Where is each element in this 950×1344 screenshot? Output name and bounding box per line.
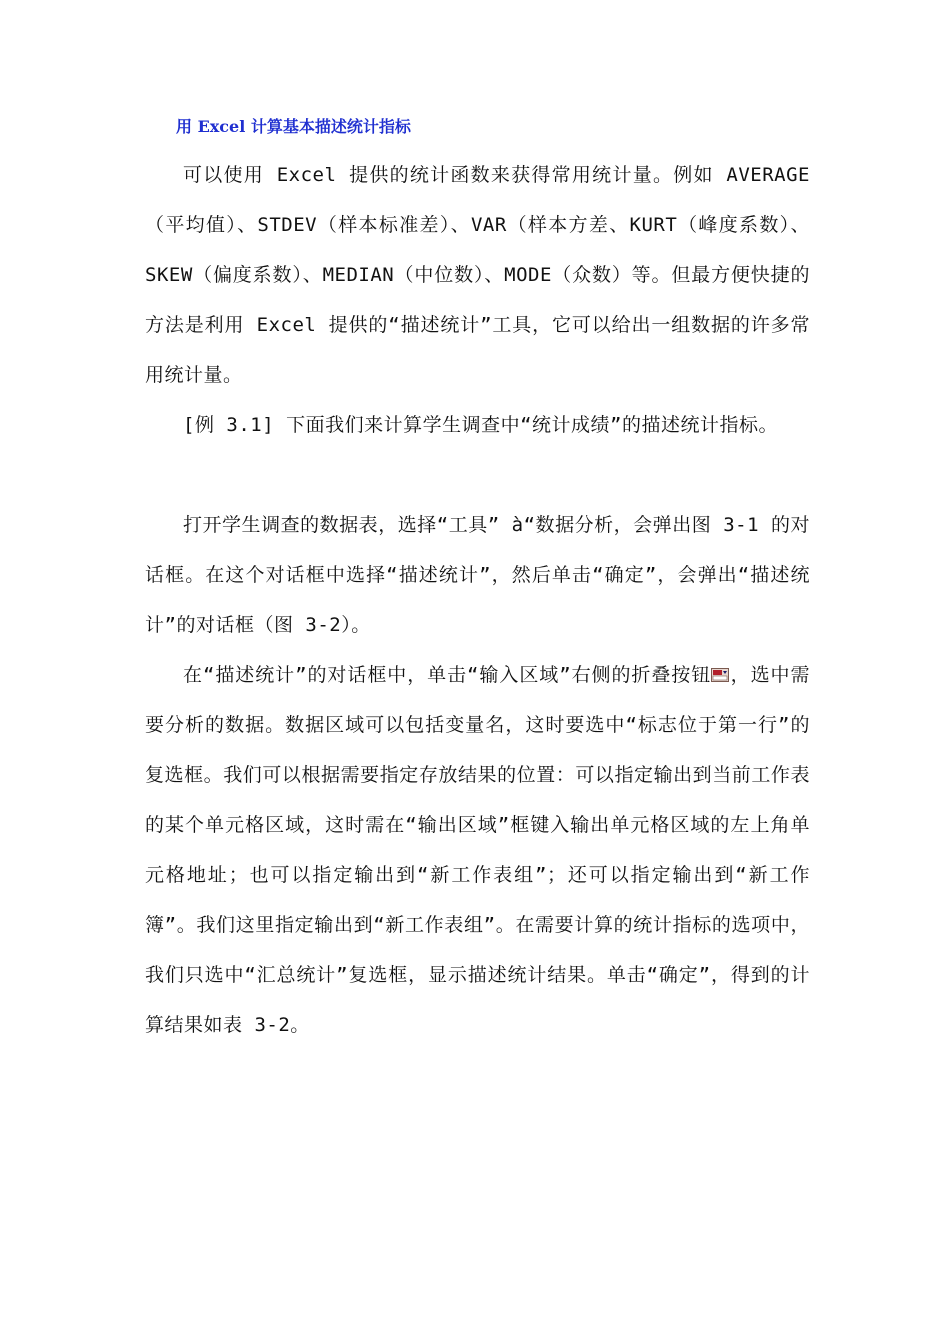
paragraph-lead-text: 在“描述统计”的对话框中，单击“输入区域”右侧的折叠按钮 xyxy=(183,664,712,686)
section-heading: 用 Excel 计算基本描述统计指标 xyxy=(176,117,411,136)
paragraph-descriptive-dialog xyxy=(145,650,810,1050)
paragraph-intro: 可以使用 Excel 提供的统计函数来获得常用统计量。例如 AVERAGE（平均值）、STDEV（样本标准差）、VAR（样本方差、KURT（峰度系数）、SKEW（偏度系数）、MEDIAN（中位数）、MODE（众数）等。但最方便快捷的方法是利用 Excel 提供的“描述统计”工具，它可以给出一组数据的许多常用统计量。 xyxy=(145,164,810,386)
paragraph-open-dialog: 打开学生调查的数据表，选择“工具” à“数据分析，会弹出图 3-1 的对话框。在这个对话框中选择“描述统计”，然后单击“确定”，会弹出“描述统计”的对话框（图 3-2）。 xyxy=(145,514,810,636)
collapse-dialog-icon xyxy=(711,651,729,665)
paragraph-rest-text: ，选中需要分析的数据。数据区域可以包括变量名，这时要选中“标志位于第一行”的复选框。我们可以根据需要指定存放结果的位置：可以指定输出到当前工作表的某个单元格区域，这时需在“输出区域”框键入输出单元格区域的左上角单元格地址；也可以指定输出到“新工作表组”；还可以指定输出到“新工作簿”。我们这里指定输出到“新工作表组”。在需要计算的统计指标的选项中，我们只选中“汇总统计”复选框，显示描述统计结果。单击“确定”，得到的计算结果如表 3-2。 xyxy=(145,664,810,1036)
paragraph-example: [例 3.1] 下面我们来计算学生调查中“统计成绩”的描述统计指标。 xyxy=(183,414,778,436)
